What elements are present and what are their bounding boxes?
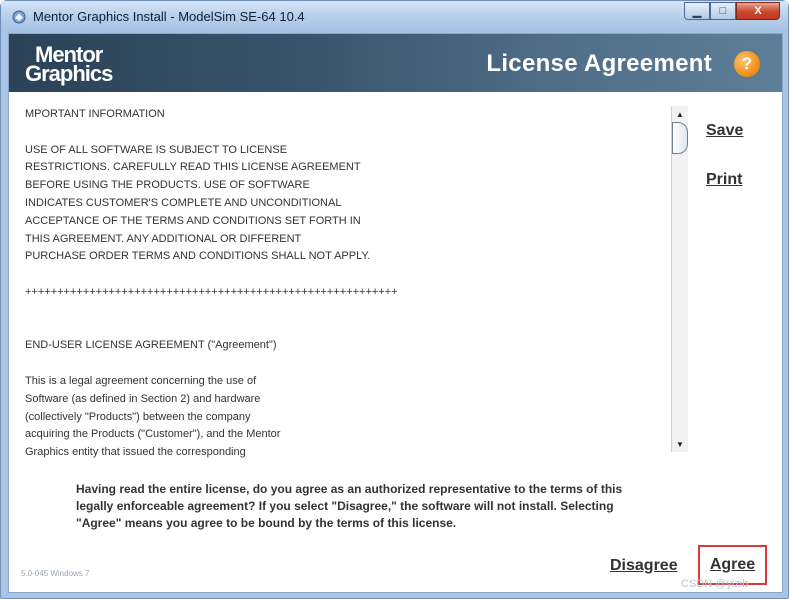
window-controls	[684, 2, 780, 20]
help-icon[interactable]: ?	[734, 51, 760, 77]
license-line: INDICATES CUSTOMER'S COMPLETE AND UNCONDITIONAL	[25, 196, 342, 209]
close-button[interactable]: X	[736, 2, 780, 20]
license-line: ++++++++++++++++++++++++++++++++++++++++++++++++++++++++++	[25, 285, 398, 298]
disagree-button[interactable]	[610, 557, 678, 575]
license-line: USE OF ALL SOFTWARE IS SUBJECT TO LICENSE	[25, 143, 288, 156]
license-line	[25, 302, 661, 320]
agree-label: Agree	[709, 556, 756, 573]
title-bar[interactable]	[1, 1, 788, 33]
license-line: acquiring the Products ("Customer"), and the Mentor	[25, 428, 281, 441]
license-line: MPORTANT INFORMATION	[25, 108, 165, 120]
maximize-button[interactable]: □	[710, 2, 736, 20]
license-line: BEFORE USING THE PRODUCTS. USE OF SOFTWARE	[25, 179, 310, 192]
scroll-down-arrow-icon[interactable]: ▼	[676, 439, 684, 449]
svg-text:Graphics: Graphics	[25, 61, 113, 86]
minimize-button[interactable]: ▁	[684, 2, 710, 20]
print-label: Print	[706, 171, 743, 188]
svg-text:Mentor: Mentor	[35, 42, 103, 67]
license-line	[25, 266, 661, 284]
installer-content	[8, 33, 783, 593]
license-line: Graphics entity that issued the corresponding	[25, 446, 246, 459]
installer-app-icon	[11, 9, 27, 25]
license-line	[25, 355, 661, 373]
version-label: 5.0-045 Windows 7	[21, 569, 90, 578]
license-line: This is a legal agreement concerning the use of	[25, 374, 257, 387]
scroll-up-arrow-icon[interactable]: ▲	[676, 109, 684, 119]
save-button[interactable]	[706, 122, 743, 140]
page-title: License Agreement	[486, 50, 712, 77]
license-line: (collectively "Products") between the company	[25, 410, 251, 423]
license-line	[25, 320, 661, 338]
license-line: RESTRICTIONS. CAREFULLY READ THIS LICENSE AGREEMENT	[25, 161, 361, 174]
print-button[interactable]	[706, 171, 742, 189]
window-title: Mentor Graphics Install - ModelSim SE-64 10.4	[33, 9, 305, 24]
license-text-area[interactable]	[25, 106, 661, 459]
license-line: Software (as defined in Section 2) and hardware	[25, 392, 261, 405]
mentor-graphics-logo	[23, 40, 163, 86]
license-line: END-USER LICENSE AGREEMENT ("Agreement")	[25, 339, 277, 352]
license-line	[25, 124, 661, 142]
license-scrollbar[interactable]	[671, 106, 688, 452]
header-banner	[9, 34, 782, 92]
license-line: PURCHASE ORDER TERMS AND CONDITIONS SHALL NOT APPLY.	[25, 250, 371, 263]
license-line: ACCEPTANCE OF THE TERMS AND CONDITIONS SET FORTH IN	[25, 214, 361, 227]
agreement-question: Having read the entire license, do you agree as an authorized representative to the terms of this legally enforceable agreement? If you select "Disagree," the software will not install. Selecting "Agree" means you agree to be bound by the terms of this license.	[76, 482, 623, 530]
scrollbar-thumb[interactable]	[672, 122, 688, 154]
watermark: CSDN @yizib	[681, 578, 749, 590]
license-line: THIS AGREEMENT. ANY ADDITIONAL OR DIFFERENT	[25, 232, 302, 245]
save-label: Save	[706, 122, 744, 139]
disagree-label: Disagree	[610, 557, 678, 574]
